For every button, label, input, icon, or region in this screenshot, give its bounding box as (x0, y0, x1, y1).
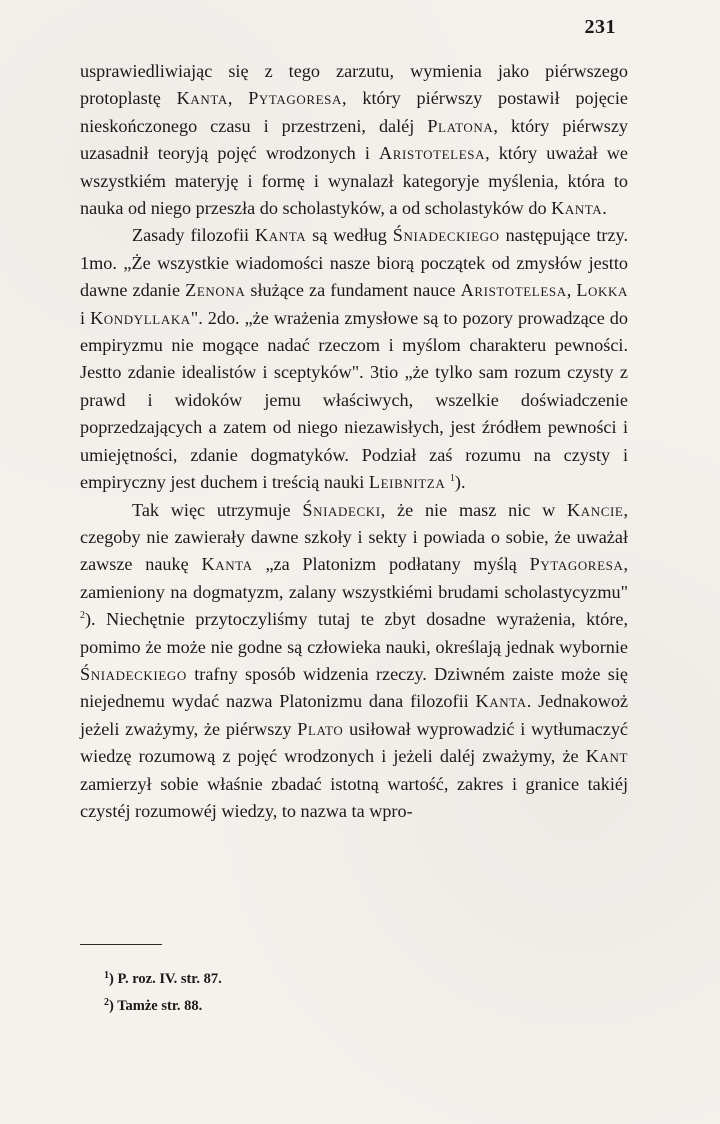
name-small-caps: Kanta (255, 225, 307, 246)
text-run: , (566, 280, 577, 301)
name-small-caps: Plato (297, 718, 344, 739)
footnote-divider (80, 944, 162, 945)
text-run: , czegoby nie zawierały dawne szkoły i sekty i powiada o sobie, że uważał zawsze naukę (80, 499, 628, 575)
body-text (80, 58, 628, 825)
text-run: służące za fundament nauce (245, 280, 461, 301)
page-number: 231 (584, 16, 616, 38)
text-run: , zamieniony na dogmatyzm, zalany wszystkiémi brudami scholastycyzmu" (80, 554, 628, 602)
name-small-caps: Kancie (567, 499, 624, 520)
text-run: Tak więc utrzymuje (132, 499, 303, 520)
name-small-caps: Śniadecki (302, 499, 381, 520)
text-run: , że nie masz nic w (380, 499, 567, 520)
footnote-reference: 2 (80, 610, 85, 622)
paragraph (80, 58, 628, 222)
text-run: „za Platonizm podłatany myślą (252, 554, 530, 575)
name-small-caps: Leibnitza (368, 472, 446, 493)
paragraph (80, 497, 628, 826)
text-run: , który piérwszy uzasadnił teoryją pojęć wrodzonych i (80, 115, 629, 164)
footnotes (104, 964, 222, 1018)
footnote-reference: 1 (449, 473, 455, 485)
name-small-caps: Kondyllaka (90, 307, 191, 328)
text-run: są według (306, 225, 393, 246)
paragraph (80, 222, 628, 496)
text-run: usprawiedliwiając się z tego zarzutu, wymienia jako piérwszego protoplastę (80, 61, 628, 109)
text-run: ". 2do. „że wrażenia zmysłowe są to pozory prowadzące do empiryzmu nie mogące nadać rzeczom i myślom charakteru pewności. Jestto zdanie idealistów i sceptyków". 3tio „że tylko sam rozum czysty z prawd i widoków jemu właściwych, wszelkie doświadczenie poprzedzających a zatem od niego niezawisłych, jest źródłem pewności i umiejętności, zdanie dogmatyków. Podział zaś rozumu na czysty i empiryczny jest duchem i treścią nauki (80, 307, 628, 493)
text-run: ). Niechętnie przytoczyliśmy tutaj te zbyt dosadne wyrażenia, które, pomimo że może nie godne są człowieka nauki, określają jednak wybornie (80, 609, 628, 657)
name-small-caps: Kanta (475, 691, 527, 712)
name-small-caps: Kanta (551, 198, 603, 219)
text-run: , który uważał we wszystkiém materyję i formę i wynalazł kategoryje myślenia, która to nauka od niego przeszła do scholastyków, a od scholastyków do (80, 143, 628, 219)
text-run: . (602, 198, 607, 219)
text-run: trafny sposób widzenia rzeczy. Dziwném zaiste może się niejednemu wydać nazwa Platonizmu dana filozofii (80, 663, 628, 712)
footnote-mark: 1 (104, 970, 109, 981)
name-small-caps: Aristotelesa (460, 280, 567, 301)
text-run: , (227, 88, 249, 109)
footnote-text: ) Tamże str. 88. (109, 998, 203, 1014)
name-small-caps: Kanta (201, 554, 253, 575)
name-small-caps: Kant (585, 746, 628, 767)
name-small-caps: Kanta (176, 88, 228, 109)
name-small-caps: Śniadeckiego (80, 663, 187, 684)
text-run: . Jednakowoż jeżeli zważymy, że piérwszy (80, 691, 628, 739)
name-small-caps: Zenona (185, 280, 246, 301)
text-run: , który piérwszy postawił pojęcie nieskończonego czasu i przestrzeni, daléj (80, 88, 628, 136)
name-small-caps: Platona (427, 115, 494, 136)
footnote (104, 964, 222, 991)
name-small-caps: Śniadeckiego (392, 225, 500, 246)
text-run: ). (454, 472, 466, 493)
text-run: zamierzył sobie właśnie zbadać istotną wartość, zakres i granice takiéj czystéj rozumowéj wiedzy, to nazwa ta wpro- (80, 773, 628, 821)
text-run: usiłował wyprowadzić i wytłumaczyć wiedzę rozumową z pojęć wrodzonych i jeżeli daléj zważymy, że (80, 718, 628, 767)
name-small-caps: Lokka (576, 280, 628, 301)
name-small-caps: Aristotelesa (379, 143, 486, 164)
name-small-caps: Pytagoresa (529, 554, 624, 575)
text-run: Zasady filozofii (132, 225, 256, 246)
footnote-mark: 2 (104, 997, 109, 1008)
name-small-caps: Pytagoresa (248, 88, 342, 109)
footnote-text: ) P. roz. IV. str. 87. (109, 971, 222, 987)
text-run: następujące trzy. 1mo. „Że wszystkie wiadomości nasze biorą początek od zmysłów jestto dawne zdanie (80, 225, 628, 301)
footnote (104, 991, 222, 1018)
text-run: i (80, 307, 91, 328)
